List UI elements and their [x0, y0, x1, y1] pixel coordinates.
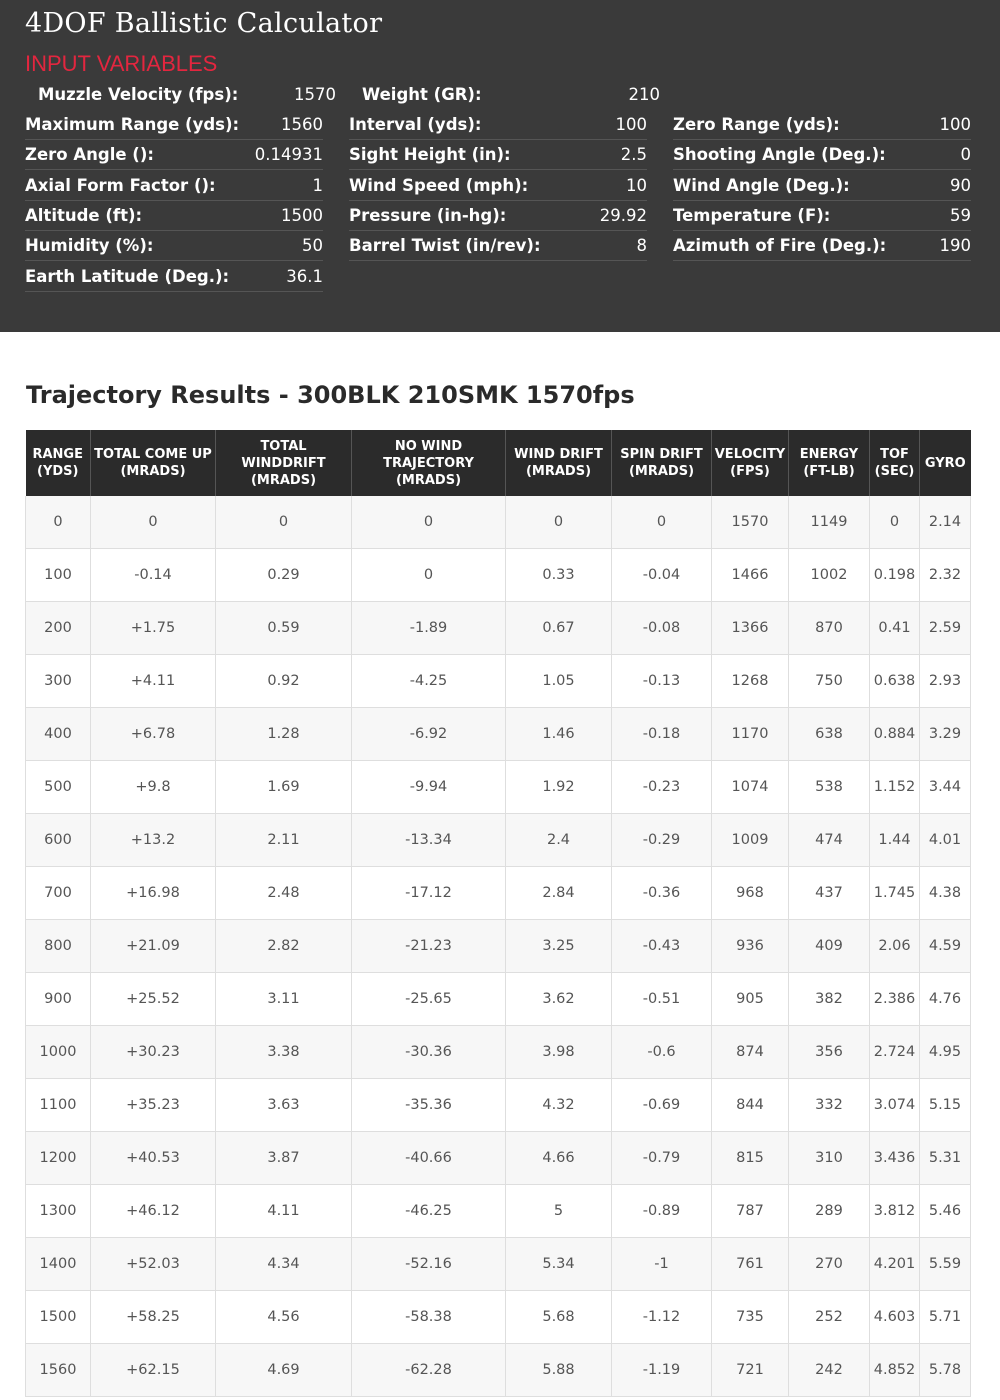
- cell-tof: 3.812: [870, 1185, 920, 1238]
- cell-wind-drift: 4.66: [506, 1132, 612, 1185]
- input-label: Humidity (%):: [25, 236, 154, 255]
- cell-tof: 0.198: [870, 549, 920, 602]
- cell-energy: 870: [789, 602, 870, 655]
- column-header-text: RANGE: [32, 447, 83, 462]
- cell-tof: 4.852: [870, 1344, 920, 1397]
- cell-total-winddrift: 1.28: [216, 708, 352, 761]
- input-label: Sight Height (in):: [349, 145, 511, 164]
- cell-spin-drift: -0.43: [612, 920, 712, 973]
- column-header-wind-drift: [506, 430, 612, 496]
- cell-wind-drift: 1.92: [506, 761, 612, 814]
- cell-tof: 1.745: [870, 867, 920, 920]
- input-label: Muzzle Velocity (fps):: [38, 84, 239, 104]
- cell-total-winddrift: 0.92: [216, 655, 352, 708]
- cell-no-wind-trajectory: 0: [352, 549, 506, 602]
- cell-total-winddrift: 3.38: [216, 1026, 352, 1079]
- cell-total-winddrift: 0.29: [216, 549, 352, 602]
- cell-total-come-up: +21.09: [91, 920, 216, 973]
- cell-energy: 437: [789, 867, 870, 920]
- column-header-energy: [789, 430, 870, 496]
- cell-total-come-up: +1.75: [91, 602, 216, 655]
- column-header-total-winddrift: [216, 430, 352, 496]
- cell-total-come-up: +25.52: [91, 973, 216, 1026]
- input-value: 2.5: [620, 145, 647, 164]
- input-label: Interval (yds):: [349, 115, 482, 134]
- cell-spin-drift: -0.04: [612, 549, 712, 602]
- cell-wind-drift: 0.33: [506, 549, 612, 602]
- cell-velocity: 936: [712, 920, 789, 973]
- input-value: 90: [950, 176, 971, 195]
- cell-no-wind-trajectory: -9.94: [352, 761, 506, 814]
- cell-gyro: 4.95: [920, 1026, 971, 1079]
- input-value: 29.92: [599, 206, 647, 225]
- cell-spin-drift: -0.13: [612, 655, 712, 708]
- column-header-gyro: [920, 430, 971, 496]
- cell-wind-drift: 1.46: [506, 708, 612, 761]
- input-pressure: [349, 201, 647, 231]
- table-row: [26, 1291, 971, 1344]
- cell-range: 500: [26, 761, 91, 814]
- table-row: [26, 496, 971, 549]
- input-value: 1: [312, 176, 323, 195]
- cell-total-winddrift: 3.87: [216, 1132, 352, 1185]
- input-muzzle-velocity: [38, 79, 336, 109]
- input-value: 8: [636, 236, 647, 255]
- table-row: [26, 708, 971, 761]
- cell-spin-drift: -0.29: [612, 814, 712, 867]
- input-value: 1570: [294, 84, 336, 104]
- cell-gyro: 2.14: [920, 496, 971, 549]
- cell-gyro: 5.31: [920, 1132, 971, 1185]
- cell-total-come-up: +16.98: [91, 867, 216, 920]
- table-row: [26, 920, 971, 973]
- cell-energy: 638: [789, 708, 870, 761]
- input-value: 59: [950, 206, 971, 225]
- cell-total-come-up: +9.8: [91, 761, 216, 814]
- input-label: Earth Latitude (Deg.):: [25, 267, 230, 286]
- cell-energy: 1002: [789, 549, 870, 602]
- cell-gyro: 4.76: [920, 973, 971, 1026]
- column-header-tof: [870, 430, 920, 496]
- input-maximum-range: [25, 110, 323, 140]
- table-row: [26, 1026, 971, 1079]
- cell-energy: 409: [789, 920, 870, 973]
- cell-range: 900: [26, 973, 91, 1026]
- cell-no-wind-trajectory: -21.23: [352, 920, 506, 973]
- cell-total-come-up: +46.12: [91, 1185, 216, 1238]
- cell-energy: 382: [789, 973, 870, 1026]
- cell-range: 600: [26, 814, 91, 867]
- cell-velocity: 1009: [712, 814, 789, 867]
- cell-total-winddrift: 3.11: [216, 973, 352, 1026]
- input-label: Wind Angle (Deg.):: [673, 176, 850, 195]
- input-value: 50: [302, 236, 323, 255]
- cell-spin-drift: -0.23: [612, 761, 712, 814]
- cell-gyro: 5.46: [920, 1185, 971, 1238]
- cell-energy: 289: [789, 1185, 870, 1238]
- input-sight-height: [349, 140, 647, 170]
- input-value: 36.1: [286, 267, 323, 286]
- cell-wind-drift: 4.32: [506, 1079, 612, 1132]
- cell-total-winddrift: 2.82: [216, 920, 352, 973]
- cell-tof: 3.436: [870, 1132, 920, 1185]
- cell-wind-drift: 5: [506, 1185, 612, 1238]
- cell-total-come-up: +6.78: [91, 708, 216, 761]
- cell-gyro: 2.59: [920, 602, 971, 655]
- cell-gyro: 5.59: [920, 1238, 971, 1291]
- cell-range: 1000: [26, 1026, 91, 1079]
- cell-no-wind-trajectory: -13.34: [352, 814, 506, 867]
- cell-velocity: 815: [712, 1132, 789, 1185]
- cell-velocity: 1366: [712, 602, 789, 655]
- cell-total-come-up: +35.23: [91, 1079, 216, 1132]
- cell-velocity: 1268: [712, 655, 789, 708]
- input-label: Temperature (F):: [673, 206, 831, 225]
- cell-tof: 1.152: [870, 761, 920, 814]
- input-interval: [349, 110, 647, 140]
- input-value: 1500: [281, 206, 323, 225]
- cell-velocity: 905: [712, 973, 789, 1026]
- cell-velocity: 1170: [712, 708, 789, 761]
- input-barrel-twist: [349, 231, 647, 261]
- input-label: Shooting Angle (Deg.):: [673, 145, 886, 164]
- table-row: [26, 1185, 971, 1238]
- cell-total-come-up: +4.11: [91, 655, 216, 708]
- cell-wind-drift: 2.84: [506, 867, 612, 920]
- cell-gyro: 4.59: [920, 920, 971, 973]
- input-value: 100: [939, 115, 971, 134]
- column-header-text: (FT-LB): [803, 464, 855, 479]
- cell-tof: 4.603: [870, 1291, 920, 1344]
- cell-wind-drift: 2.4: [506, 814, 612, 867]
- table-row: [26, 1344, 971, 1397]
- cell-no-wind-trajectory: -17.12: [352, 867, 506, 920]
- cell-gyro: 5.15: [920, 1079, 971, 1132]
- cell-no-wind-trajectory: 0: [352, 496, 506, 549]
- cell-energy: 252: [789, 1291, 870, 1344]
- table-row: [26, 814, 971, 867]
- cell-wind-drift: 5.88: [506, 1344, 612, 1397]
- input-label: Maximum Range (yds):: [25, 115, 240, 134]
- cell-tof: 3.074: [870, 1079, 920, 1132]
- column-header-text: (MRADS): [525, 464, 592, 479]
- input-value: 10: [626, 176, 647, 195]
- input-value: 0: [960, 145, 971, 164]
- cell-tof: 2.386: [870, 973, 920, 1026]
- cell-velocity: 968: [712, 867, 789, 920]
- column-header-text: SPIN DRIFT: [620, 447, 703, 462]
- input-azimuth-of-fire: [673, 231, 971, 261]
- input-label: Barrel Twist (in/rev):: [349, 236, 541, 255]
- cell-velocity: 1466: [712, 549, 789, 602]
- cell-total-winddrift: 4.34: [216, 1238, 352, 1291]
- cell-spin-drift: 0: [612, 496, 712, 549]
- cell-total-come-up: +58.25: [91, 1291, 216, 1344]
- input-wind-angle: [673, 171, 971, 201]
- cell-range: 1100: [26, 1079, 91, 1132]
- table-row: [26, 1079, 971, 1132]
- input-humidity: [25, 231, 323, 261]
- cell-gyro: 3.44: [920, 761, 971, 814]
- table-row: [26, 549, 971, 602]
- table-row: [26, 1238, 971, 1291]
- cell-no-wind-trajectory: -1.89: [352, 602, 506, 655]
- cell-spin-drift: -0.18: [612, 708, 712, 761]
- cell-total-come-up: +52.03: [91, 1238, 216, 1291]
- trajectory-table: [25, 430, 971, 1397]
- cell-gyro: 2.93: [920, 655, 971, 708]
- column-header-text: ENERGY: [799, 447, 859, 462]
- cell-spin-drift: -0.6: [612, 1026, 712, 1079]
- cell-spin-drift: -0.89: [612, 1185, 712, 1238]
- input-label: Weight (GR):: [362, 84, 482, 104]
- column-header-range: [26, 430, 91, 496]
- cell-range: 0: [26, 496, 91, 549]
- cell-no-wind-trajectory: -46.25: [352, 1185, 506, 1238]
- cell-total-winddrift: 0: [216, 496, 352, 549]
- cell-no-wind-trajectory: -4.25: [352, 655, 506, 708]
- column-header-text: TOTAL COME UP: [94, 447, 212, 462]
- table-row: [26, 867, 971, 920]
- cell-velocity: 761: [712, 1238, 789, 1291]
- cell-no-wind-trajectory: -35.36: [352, 1079, 506, 1132]
- column-header-text: (MRADS): [395, 472, 462, 488]
- column-header-text: (FPS): [730, 464, 770, 479]
- column-header-text: (MRADS): [628, 464, 695, 479]
- cell-velocity: 844: [712, 1079, 789, 1132]
- cell-velocity: 1074: [712, 761, 789, 814]
- input-altitude: [25, 201, 323, 231]
- cell-energy: 1149: [789, 496, 870, 549]
- cell-total-winddrift: 4.69: [216, 1344, 352, 1397]
- column-header-total-come-up: [91, 430, 216, 496]
- column-header-text: TOTAL: [260, 438, 307, 454]
- cell-tof: 0: [870, 496, 920, 549]
- cell-energy: 332: [789, 1079, 870, 1132]
- cell-energy: 538: [789, 761, 870, 814]
- cell-spin-drift: -0.08: [612, 602, 712, 655]
- cell-total-come-up: +13.2: [91, 814, 216, 867]
- cell-energy: 310: [789, 1132, 870, 1185]
- cell-energy: 750: [789, 655, 870, 708]
- input-label: Axial Form Factor ():: [25, 176, 216, 195]
- input-variables-heading: INPUT VARIABLES: [25, 51, 218, 76]
- cell-range: 200: [26, 602, 91, 655]
- cell-wind-drift: 5.34: [506, 1238, 612, 1291]
- input-panel: [0, 0, 1000, 332]
- cell-no-wind-trajectory: -58.38: [352, 1291, 506, 1344]
- input-shooting-angle: [673, 140, 971, 170]
- column-header-text: (YDS): [37, 464, 79, 479]
- cell-velocity: 735: [712, 1291, 789, 1344]
- cell-gyro: 5.78: [920, 1344, 971, 1397]
- cell-tof: 2.06: [870, 920, 920, 973]
- input-zero-range: [673, 110, 971, 140]
- table-row: [26, 761, 971, 814]
- input-weight: [362, 79, 660, 109]
- cell-range: 1560: [26, 1344, 91, 1397]
- cell-range: 100: [26, 549, 91, 602]
- column-header-text: (SEC): [874, 464, 915, 479]
- cell-total-winddrift: 3.63: [216, 1079, 352, 1132]
- cell-spin-drift: -1.12: [612, 1291, 712, 1344]
- input-label: Pressure (in-hg):: [349, 206, 507, 225]
- results-title: Trajectory Results - 300BLK 210SMK 1570fps: [26, 381, 635, 409]
- input-label: Wind Speed (mph):: [349, 176, 529, 195]
- cell-no-wind-trajectory: -30.36: [352, 1026, 506, 1079]
- cell-spin-drift: -0.69: [612, 1079, 712, 1132]
- cell-velocity: 1570: [712, 496, 789, 549]
- column-header-text: NO WIND: [394, 438, 463, 454]
- table-row: [26, 973, 971, 1026]
- input-label: Zero Range (yds):: [673, 115, 840, 134]
- cell-tof: 2.724: [870, 1026, 920, 1079]
- cell-no-wind-trajectory: -40.66: [352, 1132, 506, 1185]
- cell-energy: 270: [789, 1238, 870, 1291]
- table-row: [26, 1132, 971, 1185]
- cell-total-come-up: +40.53: [91, 1132, 216, 1185]
- cell-range: 1500: [26, 1291, 91, 1344]
- cell-range: 400: [26, 708, 91, 761]
- input-axial-form-factor: [25, 171, 323, 201]
- input-label: Zero Angle ():: [25, 145, 154, 164]
- cell-spin-drift: -1: [612, 1238, 712, 1291]
- column-header-text: TOF: [880, 447, 909, 462]
- cell-velocity: 721: [712, 1344, 789, 1397]
- table-row: [26, 602, 971, 655]
- cell-gyro: 4.01: [920, 814, 971, 867]
- input-value: 100: [615, 115, 647, 134]
- cell-no-wind-trajectory: -6.92: [352, 708, 506, 761]
- cell-wind-drift: 3.25: [506, 920, 612, 973]
- column-header-spin-drift: [612, 430, 712, 496]
- cell-gyro: 4.38: [920, 867, 971, 920]
- input-value: 190: [939, 236, 971, 255]
- cell-total-come-up: -0.14: [91, 549, 216, 602]
- cell-energy: 356: [789, 1026, 870, 1079]
- cell-velocity: 874: [712, 1026, 789, 1079]
- cell-gyro: 2.32: [920, 549, 971, 602]
- cell-tof: 0.884: [870, 708, 920, 761]
- input-value: 0.14931: [254, 145, 323, 164]
- app-title: 4DOF Ballistic Calculator: [25, 8, 383, 39]
- cell-total-winddrift: 2.11: [216, 814, 352, 867]
- cell-range: 1400: [26, 1238, 91, 1291]
- cell-energy: 242: [789, 1344, 870, 1397]
- cell-total-come-up: 0: [91, 496, 216, 549]
- cell-wind-drift: 1.05: [506, 655, 612, 708]
- column-header-text: VELOCITY: [714, 447, 786, 462]
- cell-spin-drift: -0.79: [612, 1132, 712, 1185]
- cell-total-winddrift: 1.69: [216, 761, 352, 814]
- cell-spin-drift: -0.51: [612, 973, 712, 1026]
- cell-no-wind-trajectory: -25.65: [352, 973, 506, 1026]
- cell-wind-drift: 5.68: [506, 1291, 612, 1344]
- cell-range: 1300: [26, 1185, 91, 1238]
- table-body: [26, 496, 971, 1397]
- cell-velocity: 787: [712, 1185, 789, 1238]
- cell-total-winddrift: 2.48: [216, 867, 352, 920]
- cell-total-winddrift: 4.56: [216, 1291, 352, 1344]
- cell-range: 300: [26, 655, 91, 708]
- input-value: 210: [628, 84, 660, 104]
- cell-wind-drift: 3.98: [506, 1026, 612, 1079]
- column-header-text: (MRADS): [250, 472, 317, 488]
- cell-range: 1200: [26, 1132, 91, 1185]
- column-header-text: TRAJECTORY: [383, 455, 474, 471]
- cell-spin-drift: -0.36: [612, 867, 712, 920]
- input-wind-speed: [349, 171, 647, 201]
- cell-total-winddrift: 4.11: [216, 1185, 352, 1238]
- input-label: Altitude (ft):: [25, 206, 143, 225]
- cell-gyro: 3.29: [920, 708, 971, 761]
- input-temperature: [673, 201, 971, 231]
- column-header-text: WINDDRIFT: [241, 455, 326, 471]
- column-header-text: WIND DRIFT: [514, 447, 603, 462]
- cell-gyro: 5.71: [920, 1291, 971, 1344]
- cell-tof: 1.44: [870, 814, 920, 867]
- column-header-no-wind-trajectory: [352, 430, 506, 496]
- cell-no-wind-trajectory: -62.28: [352, 1344, 506, 1397]
- cell-energy: 474: [789, 814, 870, 867]
- input-label: Azimuth of Fire (Deg.):: [673, 236, 887, 255]
- cell-total-winddrift: 0.59: [216, 602, 352, 655]
- column-header-velocity: [712, 430, 789, 496]
- cell-no-wind-trajectory: -52.16: [352, 1238, 506, 1291]
- cell-spin-drift: -1.19: [612, 1344, 712, 1397]
- table-header-row: [26, 430, 971, 496]
- column-header-text: (MRADS): [120, 464, 186, 479]
- input-earth-latitude: [25, 262, 323, 292]
- input-value: 1560: [281, 115, 323, 134]
- cell-total-come-up: +30.23: [91, 1026, 216, 1079]
- table-row: [26, 655, 971, 708]
- cell-wind-drift: 0.67: [506, 602, 612, 655]
- column-header-text: GYRO: [924, 455, 966, 471]
- cell-tof: 4.201: [870, 1238, 920, 1291]
- cell-range: 700: [26, 867, 91, 920]
- cell-wind-drift: 0: [506, 496, 612, 549]
- cell-range: 800: [26, 920, 91, 973]
- cell-wind-drift: 3.62: [506, 973, 612, 1026]
- cell-total-come-up: +62.15: [91, 1344, 216, 1397]
- cell-tof: 0.41: [870, 602, 920, 655]
- cell-tof: 0.638: [870, 655, 920, 708]
- input-zero-angle: [25, 140, 323, 170]
